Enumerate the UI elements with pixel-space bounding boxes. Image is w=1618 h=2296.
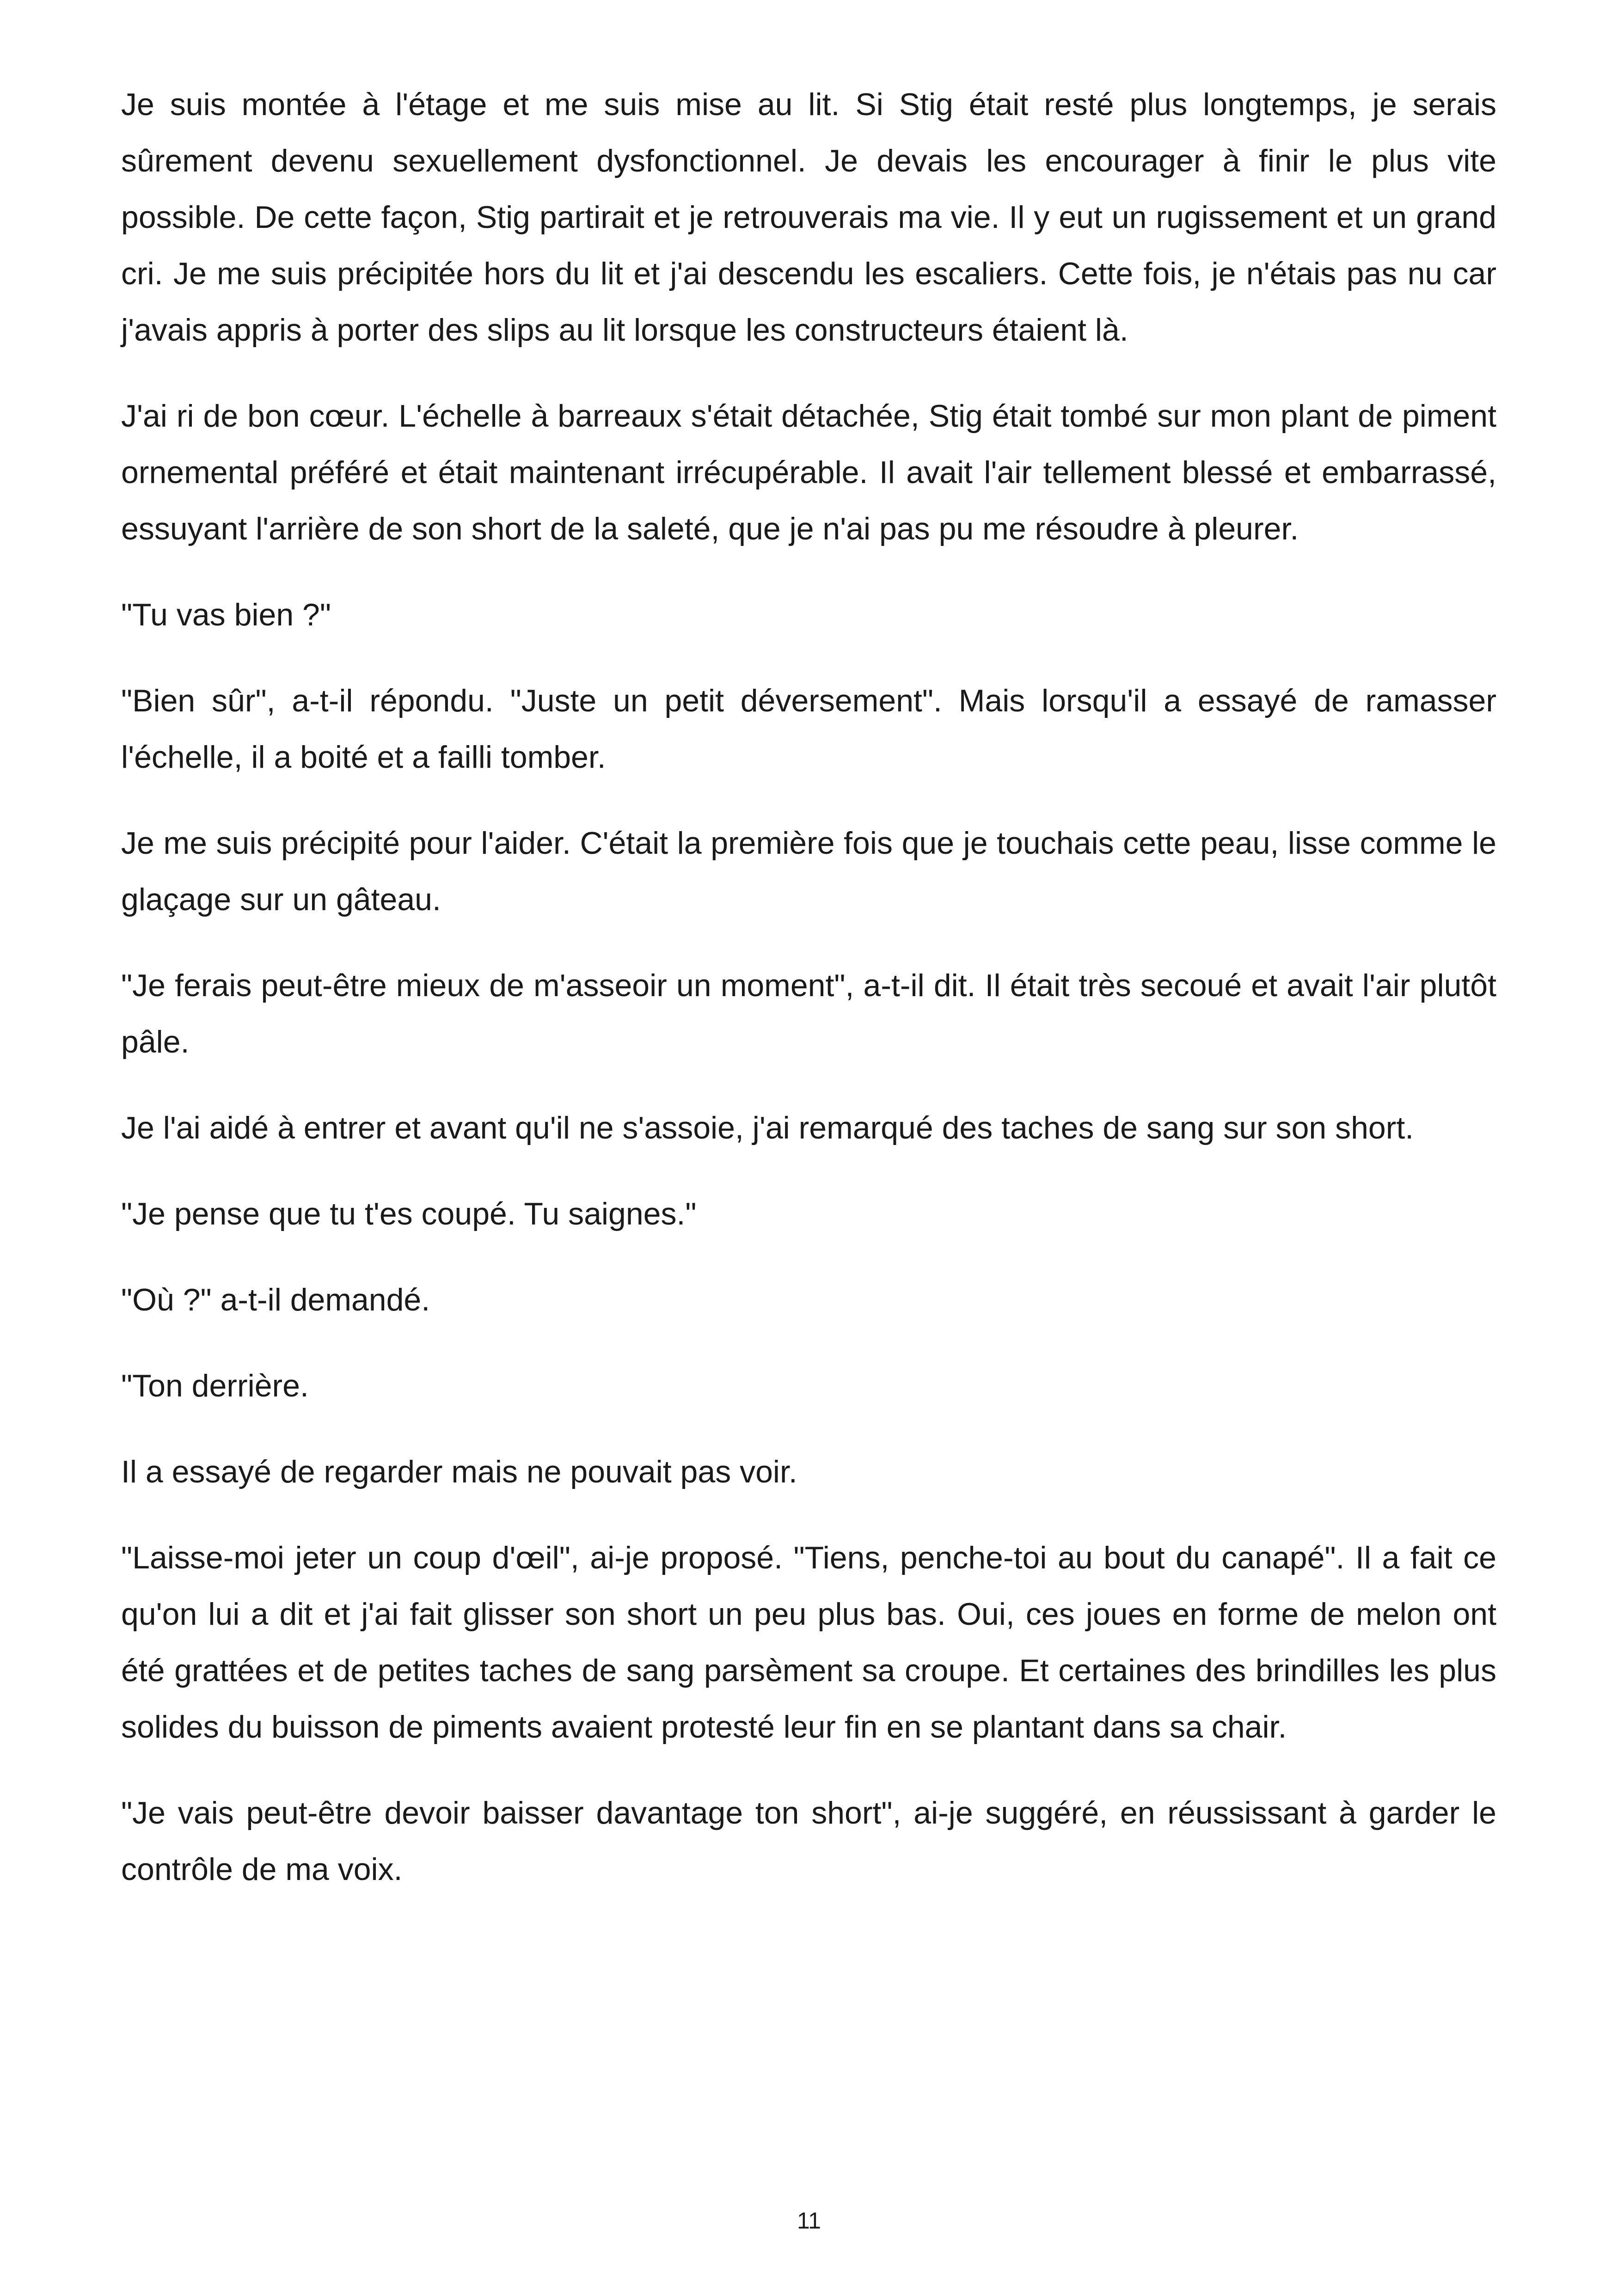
paragraph: Il a essayé de regarder mais ne pouvait pas voir. [121, 1454, 797, 1489]
paragraph: "Je vais peut-être devoir baisser davantage ton short", ai-je suggéré, en réussissant à garder le contrôle de ma voix. [121, 1795, 1496, 1887]
paragraph: J'ai ri de bon cœur. L'échelle à barreaux s'était détachée, Stig était tombé sur mon plant de piment ornemental préféré et était maintenant irrécupérable. Il avait l'air tellement blessé et embarrassé, essuyant l'arrière de son short de la saleté, que je n'ai pas pu me résoudre à pleurer. [121, 398, 1496, 546]
paragraph: "Laisse-moi jeter un coup d'œil", ai-je proposé. "Tiens, penche-toi au bout du canapé". Il a fait ce qu'on lui a dit et j'ai fait glisser son short un peu plus bas. Oui, ces joues en forme de melon ont été grattées et de petites taches de sang parsèment sa croupe. Et certaines des brindilles les plus solides du buisson de piments avaient protesté leur fin en se plantant dans sa chair. [121, 1540, 1496, 1745]
paragraph: "Où ?" a-t-il demandé. [121, 1282, 430, 1317]
paragraph: "Tu vas bien ?" [121, 597, 331, 632]
paragraph: "Ton derrière. [121, 1368, 309, 1403]
paragraph: Je me suis précipité pour l'aider. C'était la première fois que je touchais cette peau, lisse comme le glaçage sur un gâteau. [121, 826, 1496, 917]
paragraph: Je l'ai aidé à entrer et avant qu'il ne s'assoie, j'ai remarqué des taches de sang sur son short. [121, 1110, 1414, 1145]
paragraph: "Je pense que tu t'es coupé. Tu saignes." [121, 1196, 697, 1231]
paragraph: "Je ferais peut-être mieux de m'asseoir un moment", a-t-il dit. Il était très secoué et avait l'air plutôt pâle. [121, 968, 1496, 1059]
paragraph: Je suis montée à l'étage et me suis mise au lit. Si Stig était resté plus longtemps, je serais sûrement devenu sexuellement dysfonctionnel. Je devais les encourager à finir le plus vite possible. De cette façon, Stig partirait et je retrouverais ma vie. Il y eut un rugissement et un grand cri. Je me suis précipitée hors du lit et j'ai descendu les escaliers. Cette fois, je n'étais pas nu car j'avais appris à porter des slips au lit lorsque les constructeurs étaient là. [121, 87, 1496, 348]
paragraph: "Bien sûr", a-t-il répondu. "Juste un petit déversement". Mais lorsqu'il a essayé de ramasser l'échelle, il a boité et a failli tomber. [121, 683, 1496, 775]
body-text [121, 76, 1496, 1927]
page-number: 11 [797, 2208, 821, 2234]
